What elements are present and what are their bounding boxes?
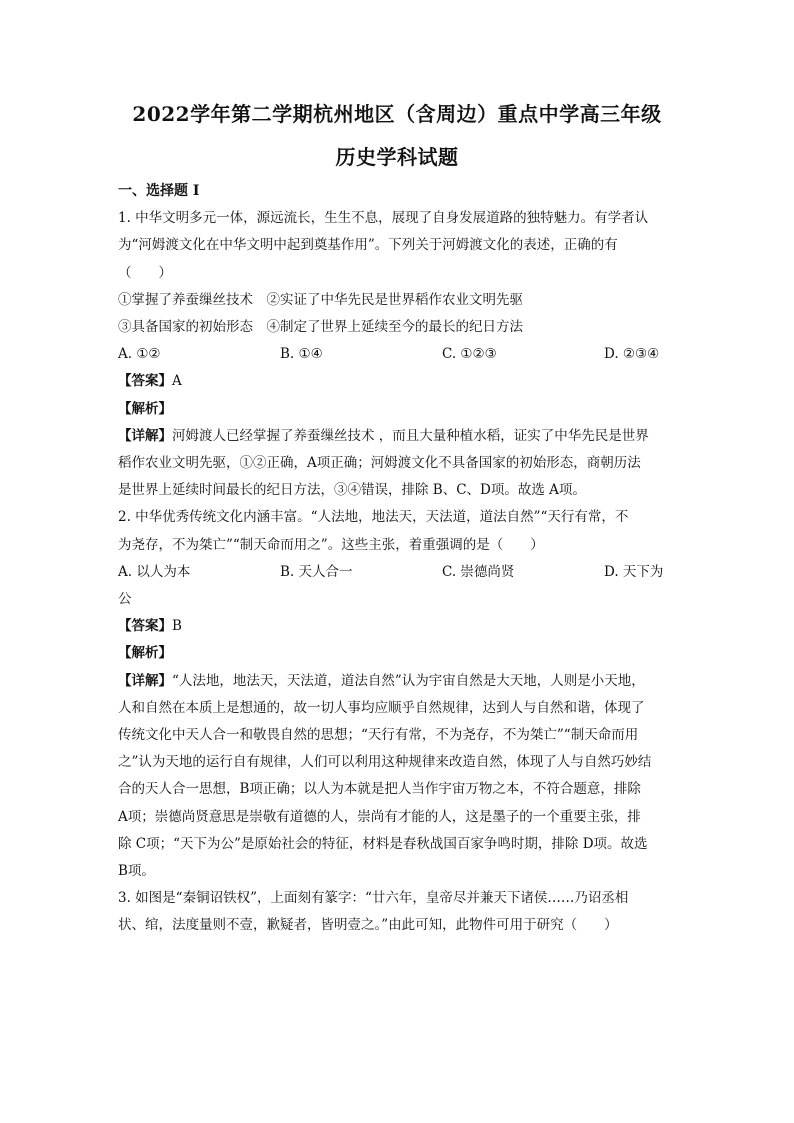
detail-text: “人法地，地法天，天法道，道法自然”认为宇宙自然是大天地，人则是小天地， (172, 672, 645, 689)
q1-options (118, 341, 676, 368)
detail-text: 河姆渡人已经掌握了养蚕缫丝技术 ，而且大量种植水稻，证实了中华先民是世界 (172, 427, 649, 444)
q2-options (118, 559, 676, 586)
q1-detail (118, 423, 676, 450)
q2-detail-line: 人和自然在本质上是想通的，故一切人事均应顺乎自然规律，达到人与自然和谐，体现了 (118, 699, 645, 716)
q2-option-b: B. 天人合一 (280, 563, 353, 580)
q1-option-a: A. ①② (118, 346, 161, 363)
answer-value: B (172, 618, 182, 635)
q2-detail-line: A项；崇德尚贤意思是崇敬有道德的人，崇尚有才能的人，这是墨子的一个重要主张，排 (118, 808, 641, 825)
q1-option-c: C. ①②③ (442, 346, 497, 363)
q2-option-wrap: 公 (118, 591, 132, 608)
detail-label: 【详解】 (118, 672, 172, 689)
q2-detail-line: 合的天人合一思想，B项正确；以人为本就是把人当作宇宙万物之本，不符合题意，排除 (118, 781, 641, 798)
q2-detail (118, 668, 676, 695)
q1-statement: ③具备国家的初始形态 ④制定了世界上延续至今的最长的纪日方法 (118, 319, 523, 336)
q2-line: 2. 中华优秀传统文化内涵丰富。“人法地，地法天，天法道，道法自然”“天行有常，不 (118, 509, 629, 526)
q1-detail-line: 稻作农业文明先驱，①②正确，A项正确；河姆渡文化不具备国家的初始形态，商朝历法 (118, 455, 641, 472)
q1-analysis-label: 【解析】 (118, 400, 172, 417)
answer-label: 【答案】 (118, 618, 172, 635)
section-heading: 一、选择题 I (118, 183, 200, 199)
detail-label: 【详解】 (118, 427, 172, 444)
q1-statement: ①掌握了养蚕缫丝技术 ②实证了中华先民是世界稻作农业文明先驱 (118, 291, 523, 308)
q2-option-a: A. 以人为本 (118, 563, 191, 580)
q2-detail-line: 传统文化中天人合一和敬畏自然的思想；“天行有常，不为尧存，不为桀亡”“制天命而用 (118, 727, 639, 744)
q1-line: （ ） (118, 264, 172, 281)
q1-answer (118, 368, 676, 395)
answer-value: A (172, 373, 182, 390)
q1-line: 为“河姆渡文化在中华文明中起到奠基作用”。下列关于河姆渡文化的表述，正确的有 (118, 237, 618, 254)
q1-option-b: B. ①④ (280, 346, 323, 363)
q3-line: 状、绾，法度量则不壹，歉疑者，皆明壹之。”由此可知，此物件可用于研究（ ） (118, 917, 618, 934)
document-body (118, 178, 676, 940)
exam-subtitle: 历史学科试题 (335, 145, 459, 169)
q3-line: 3. 如图是“秦铜诏铁权”，上面刻有篆字：“廿六年，皇帝尽并兼天下诸侯……乃诏丞相 (118, 890, 629, 907)
q2-detail-line: 之”认为天地的运行自有规律，人们可以利用这种规律来改造自然，体现了人与自然巧妙结 (118, 754, 652, 771)
q1-line: 1. 中华文明多元一体，源远流长，生生不息，展现了自身发展道路的独特魅力。有学者认 (118, 210, 649, 227)
q2-answer (118, 613, 676, 640)
q1-option-d: D. ②③④ (604, 346, 660, 363)
q1-detail-line: 是世界上延续时间最长的纪日方法，③④错误，排除 B、C、D项。故选 A项。 (118, 482, 586, 499)
answer-label: 【答案】 (118, 373, 172, 390)
q2-option-c: C. 崇德尚贤 (442, 563, 515, 580)
q2-line: 为尧存，不为桀亡”“制天命而用之”。这些主张，着重强调的是（ ） (118, 536, 544, 553)
q2-detail-line: 除 C项；“天下为公”是原始社会的特征，材料是春秋战国百家争鸣时期，排除 D项。故选 (118, 835, 648, 852)
q2-detail-line: B项。 (118, 863, 155, 880)
q2-analysis-label: 【解析】 (118, 645, 172, 662)
q2-option-d: D. 天下为 (604, 563, 664, 580)
exam-title: 2022学年第二学期杭州地区（含周边）重点中学高三年级 (132, 102, 662, 126)
